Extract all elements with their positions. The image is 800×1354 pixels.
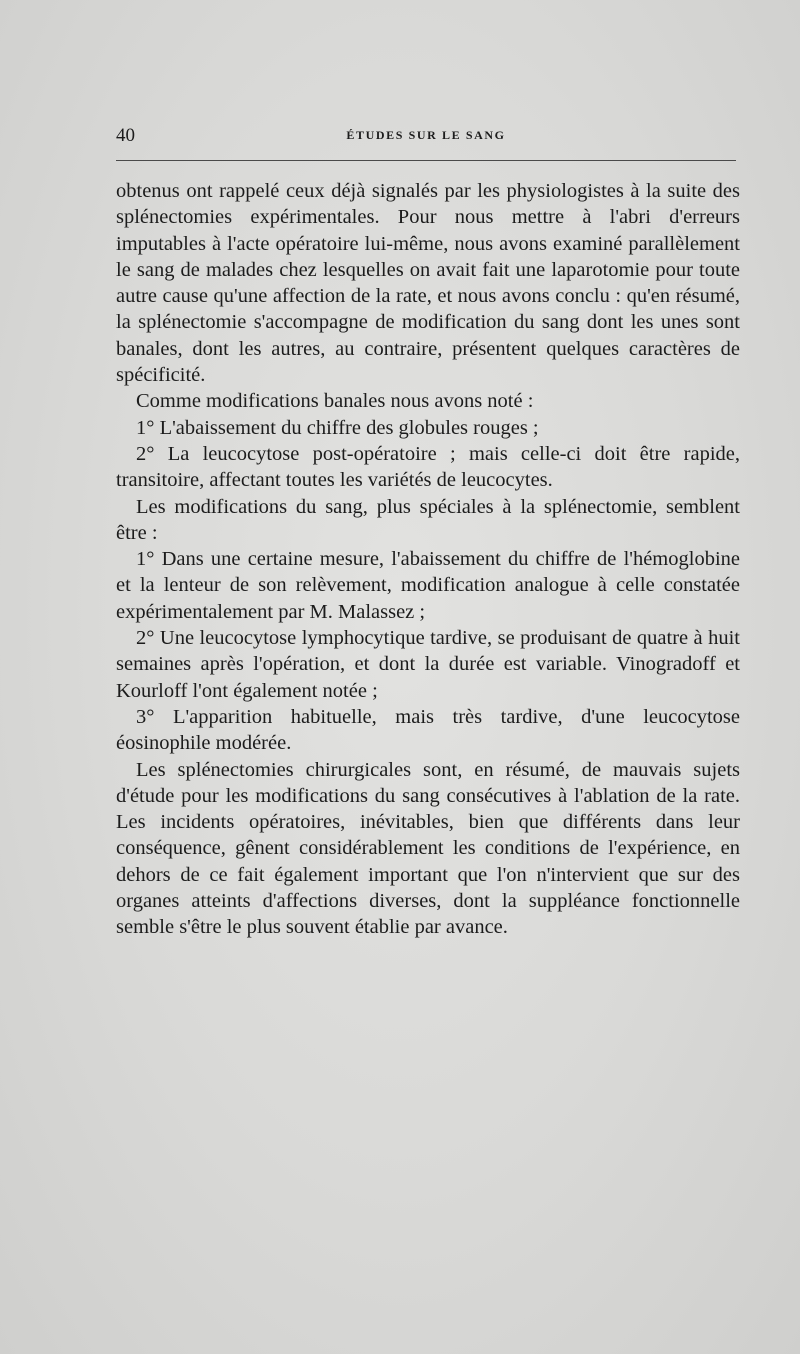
list-item: 1° L'abaissement du chiffre des globules rouges ; (136, 416, 539, 439)
list-item: 1° Dans une certaine mesure, l'abaissement du chiffre de l'hémoglobine et la lenteur de son relèvement, modification analogue à celle constatée expérimentalement par M. Malassez ; (116, 548, 740, 623)
page-header (116, 125, 736, 149)
page-number: 40 (116, 125, 135, 146)
list-item: 2° Une leucocytose lymphocytique tardive, se produisant de quatre à huit semaines après l'opération, et dont la durée est variable. Vinogradoff et Kourloff l'ont également notée ; (116, 627, 740, 702)
paragraph: obtenus ont rappelé ceux déjà signalés par les physiologistes à la suite des splénectomies expérimentales. Pour nous mettre à l'abri d'erreurs imputables à l'acte opératoire lui-même, nous avons examiné parallèlement le sang de malades chez lesquelles on avait fait une laparotomie pour toute autre cause qu'une affection de la rate, et nous avons conclu : qu'en résumé, la splénectomie s'accompagne de modification du sang dont les unes sont banales, dont les autres, au contraire, présentent quelques caractères de spécificité. (116, 180, 740, 387)
paragraph: Comme modifications banales nous avons noté : (136, 390, 534, 413)
list-item: 2° La leucocytose post-opératoire ; mais celle-ci doit être rapide, transitoire, affectant toutes les variétés de leucocytes. (116, 442, 740, 492)
running-title: ÉTUDES SUR LE SANG (346, 128, 506, 142)
header-rule (116, 160, 736, 161)
paragraph: Les modifications du sang, plus spéciales à la splénectomie, semblent être : (116, 495, 740, 544)
paragraph: Les splénectomies chirurgicales sont, en résumé, de mauvais sujets d'étude pour les modifications du sang consécutives à l'ablation de la rate. Les incidents opératoires, inévitables, bien que différents dans leur conséquence, gênent considérablement les conditions de l'expérience, en dehors de ce fait également important que l'on n'intervient que sur des organes atteints d'affections diverses, dont la suppléance fonctionnelle semble s'être le plus souvent établie par avance. (116, 758, 740, 939)
list-item: 3° L'apparition habituelle, mais très tardive, d'une leucocytose éosinophile modérée. (116, 705, 740, 755)
body-text (116, 178, 740, 941)
